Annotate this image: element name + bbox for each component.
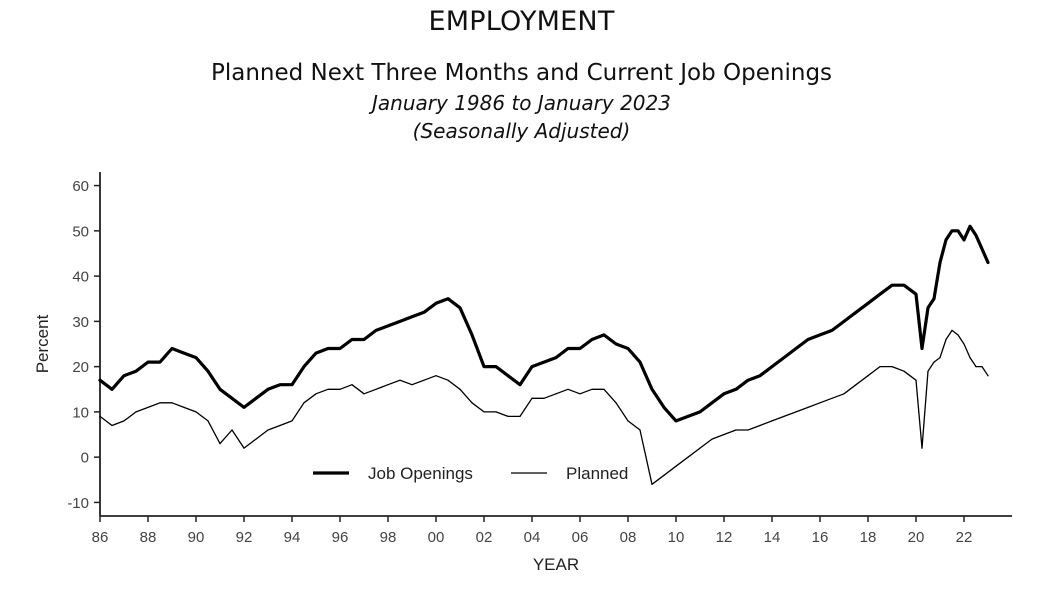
- y-axis: [67, 172, 100, 516]
- data-point: [399, 321, 400, 322]
- x-tick-label: 02: [475, 529, 493, 546]
- data-point: [771, 420, 772, 421]
- data-point: [435, 303, 436, 304]
- x-tick-label: 10: [667, 529, 685, 546]
- data-point: [291, 420, 292, 421]
- data-point: [921, 348, 922, 349]
- data-point: [591, 339, 592, 340]
- data-point: [819, 402, 820, 403]
- data-point: [795, 348, 796, 349]
- data-point: [987, 375, 988, 376]
- x-tick-label: 96: [331, 529, 349, 546]
- data-point: [933, 298, 934, 299]
- chart-title: EMPLOYMENT: [428, 6, 615, 37]
- data-point: [687, 457, 688, 458]
- data-point: [315, 393, 316, 394]
- data-point: [939, 262, 940, 263]
- data-point: [447, 380, 448, 381]
- data-point: [651, 389, 652, 390]
- x-tick-label: 92: [235, 529, 253, 546]
- data-point: [171, 348, 172, 349]
- data-point: [231, 429, 232, 430]
- data-point: [795, 411, 796, 412]
- data-point: [123, 420, 124, 421]
- data-point: [507, 416, 508, 417]
- data-point: [147, 362, 148, 363]
- data-point: [135, 371, 136, 372]
- x-tick-label: 00: [427, 529, 445, 546]
- data-point: [411, 384, 412, 385]
- data-point: [495, 411, 496, 412]
- data-point: [375, 330, 376, 331]
- data-point: [963, 343, 964, 344]
- x-tick-label: 88: [139, 529, 157, 546]
- data-point: [375, 389, 376, 390]
- data-point: [423, 380, 424, 381]
- data-point: [627, 420, 628, 421]
- data-point: [975, 235, 976, 236]
- data-point: [423, 312, 424, 313]
- data-point: [471, 334, 472, 335]
- data-point: [933, 362, 934, 363]
- y-tick-label: 50: [72, 223, 89, 241]
- data-point: [267, 389, 268, 390]
- data-point: [867, 303, 868, 304]
- data-point: [675, 466, 676, 467]
- data-point: [147, 407, 148, 408]
- data-point: [819, 334, 820, 335]
- data-point: [927, 307, 928, 308]
- data-point: [519, 384, 520, 385]
- data-point: [303, 366, 304, 367]
- data-point: [291, 384, 292, 385]
- series-layer: [99, 226, 988, 485]
- data-point: [855, 384, 856, 385]
- data-point: [543, 362, 544, 363]
- data-point: [723, 434, 724, 435]
- data-point: [807, 339, 808, 340]
- data-point: [231, 398, 232, 399]
- x-axis: [92, 516, 1012, 546]
- data-point: [363, 393, 364, 394]
- data-point: [969, 226, 970, 227]
- data-point: [843, 393, 844, 394]
- x-tick-label: 14: [763, 529, 781, 546]
- data-point: [495, 366, 496, 367]
- y-tick-label: 20: [72, 359, 89, 377]
- data-point: [747, 429, 748, 430]
- data-point: [843, 321, 844, 322]
- data-point: [519, 416, 520, 417]
- y-tick-label: 60: [72, 178, 89, 196]
- data-point: [387, 325, 388, 326]
- data-point: [315, 353, 316, 354]
- data-point: [981, 366, 982, 367]
- data-point: [771, 366, 772, 367]
- data-point: [483, 366, 484, 367]
- x-axis-title: YEAR: [532, 555, 580, 574]
- data-point: [903, 371, 904, 372]
- y-tick-label: 10: [72, 404, 89, 422]
- data-point: [243, 407, 244, 408]
- chart-seasonal-note: (Seasonally Adjusted): [412, 119, 631, 143]
- data-point: [981, 248, 982, 249]
- data-point: [135, 411, 136, 412]
- data-point: [735, 429, 736, 430]
- data-point: [945, 339, 946, 340]
- data-point: [651, 484, 652, 485]
- data-point: [219, 389, 220, 390]
- data-point: [591, 389, 592, 390]
- data-point: [879, 294, 880, 295]
- data-point: [891, 285, 892, 286]
- data-point: [663, 407, 664, 408]
- data-point: [867, 375, 868, 376]
- legend: [313, 464, 628, 483]
- data-point: [615, 343, 616, 344]
- data-point: [471, 402, 472, 403]
- data-point: [207, 420, 208, 421]
- x-tick-label: 16: [811, 529, 829, 546]
- data-point: [945, 239, 946, 240]
- data-point: [99, 380, 100, 381]
- data-point: [507, 375, 508, 376]
- x-tick-label: 86: [91, 529, 109, 546]
- data-point: [783, 357, 784, 358]
- data-point: [879, 366, 880, 367]
- data-point: [783, 416, 784, 417]
- data-point: [699, 411, 700, 412]
- y-axis-title: Percent: [33, 314, 52, 374]
- data-point: [807, 407, 808, 408]
- data-point: [903, 285, 904, 286]
- data-point: [855, 312, 856, 313]
- data-point: [723, 393, 724, 394]
- data-point: [267, 429, 268, 430]
- data-point: [579, 348, 580, 349]
- data-point: [339, 389, 340, 390]
- data-point: [975, 366, 976, 367]
- chart-date-range: January 1986 to January 2023: [372, 91, 671, 115]
- legend-item: [313, 464, 473, 483]
- data-point: [207, 371, 208, 372]
- data-point: [831, 398, 832, 399]
- data-point: [699, 448, 700, 449]
- data-point: [171, 402, 172, 403]
- data-point: [159, 362, 160, 363]
- data-point: [711, 439, 712, 440]
- data-point: [399, 380, 400, 381]
- data-point: [351, 339, 352, 340]
- x-tick-label: 98: [379, 529, 397, 546]
- data-point: [639, 362, 640, 363]
- data-point: [663, 475, 664, 476]
- data-point: [555, 393, 556, 394]
- data-point: [603, 389, 604, 390]
- data-point: [675, 420, 676, 421]
- legend-item: [511, 464, 628, 483]
- data-point: [951, 330, 952, 331]
- data-point: [921, 448, 922, 449]
- data-point: [567, 389, 568, 390]
- data-point: [279, 425, 280, 426]
- data-point: [987, 262, 988, 263]
- y-tick-label: 0: [80, 449, 89, 467]
- data-point: [255, 439, 256, 440]
- data-point: [579, 393, 580, 394]
- data-point: [363, 339, 364, 340]
- data-point: [195, 357, 196, 358]
- data-point: [327, 348, 328, 349]
- data-point: [219, 443, 220, 444]
- data-point: [603, 334, 604, 335]
- data-point: [939, 357, 940, 358]
- data-point: [915, 294, 916, 295]
- data-point: [951, 230, 952, 231]
- legend-label: Job Openings: [368, 464, 473, 483]
- data-point: [891, 366, 892, 367]
- series-line: [100, 330, 988, 484]
- data-point: [969, 357, 970, 358]
- data-point: [957, 334, 958, 335]
- y-tick-label: -10: [67, 494, 89, 512]
- data-point: [111, 389, 112, 390]
- data-point: [483, 411, 484, 412]
- data-point: [327, 389, 328, 390]
- data-point: [831, 330, 832, 331]
- data-point: [957, 230, 958, 231]
- data-point: [183, 353, 184, 354]
- data-point: [303, 402, 304, 403]
- x-tick-label: 04: [523, 529, 541, 546]
- data-point: [915, 380, 916, 381]
- data-point: [123, 375, 124, 376]
- data-point: [555, 357, 556, 358]
- data-point: [639, 429, 640, 430]
- data-point: [195, 411, 196, 412]
- data-point: [615, 402, 616, 403]
- series-job-openings: [99, 226, 988, 422]
- data-point: [711, 402, 712, 403]
- x-tick-label: 08: [619, 529, 637, 546]
- y-tick-label: 30: [72, 313, 89, 331]
- series-planned: [99, 330, 988, 485]
- x-tick-label: 06: [571, 529, 589, 546]
- data-point: [927, 371, 928, 372]
- x-tick-label: 18: [859, 529, 877, 546]
- data-point: [435, 375, 436, 376]
- x-tick-label: 94: [283, 529, 301, 546]
- data-point: [543, 398, 544, 399]
- data-point: [687, 416, 688, 417]
- data-point: [627, 348, 628, 349]
- data-point: [339, 348, 340, 349]
- data-point: [111, 425, 112, 426]
- data-point: [531, 366, 532, 367]
- data-point: [735, 389, 736, 390]
- x-tick-label: 90: [187, 529, 205, 546]
- legend-label: Planned: [566, 464, 629, 483]
- series-line: [100, 226, 988, 421]
- data-point: [99, 416, 100, 417]
- data-point: [531, 398, 532, 399]
- x-tick-label: 22: [955, 529, 973, 546]
- data-point: [159, 402, 160, 403]
- data-point: [567, 348, 568, 349]
- data-point: [387, 384, 388, 385]
- data-point: [459, 307, 460, 308]
- data-point: [351, 384, 352, 385]
- data-point: [279, 384, 280, 385]
- data-point: [759, 375, 760, 376]
- chart-subtitle: Planned Next Three Months and Current Job Openings: [210, 60, 833, 86]
- data-point: [411, 316, 412, 317]
- data-point: [747, 380, 748, 381]
- data-point: [459, 389, 460, 390]
- data-point: [183, 407, 184, 408]
- data-point: [243, 448, 244, 449]
- data-point: [759, 425, 760, 426]
- y-tick-label: 40: [72, 268, 89, 286]
- x-tick-label: 12: [715, 529, 733, 546]
- x-tick-label: 20: [907, 529, 925, 546]
- data-point: [447, 298, 448, 299]
- data-point: [255, 398, 256, 399]
- data-point: [963, 239, 964, 240]
